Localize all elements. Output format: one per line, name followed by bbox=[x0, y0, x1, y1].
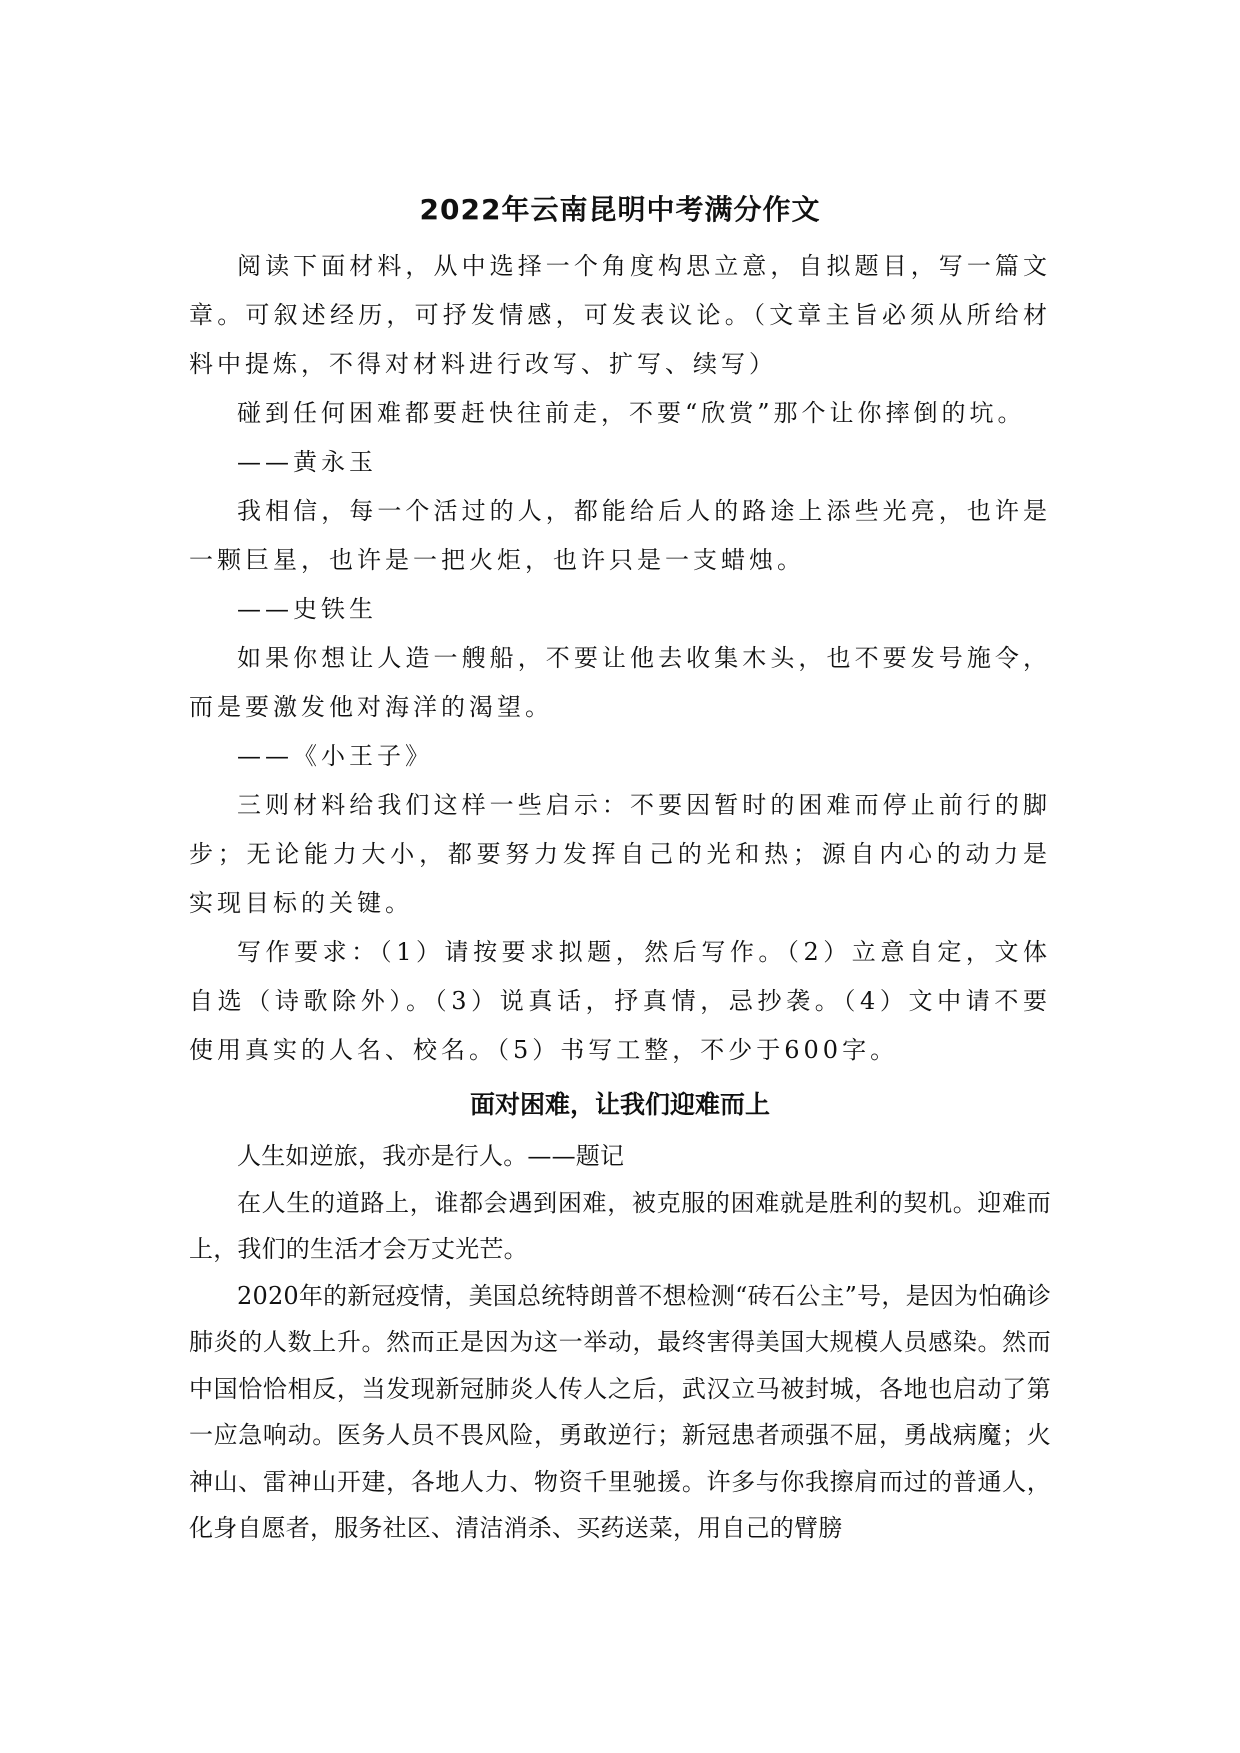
essay-epigraph: 人生如逆旅，我亦是行人。——题记 bbox=[237, 1142, 625, 1170]
writing-requirements: 写作要求：（1）请按要求拟题，然后写作。（2）立意自定，文体自选（诗歌除外）。（3）说真话，抒真情，忌抄袭。（4）文中请不要使用真实的人名、校名。（5）书写工整，不少于600字。 bbox=[189, 938, 1051, 1064]
quote-1: 碰到任何困难都要赶快往前走，不要“欣赏”那个让你摔倒的坑。 bbox=[237, 399, 1026, 427]
prompt-instruction: 阅读下面材料，从中选择一个角度构思立意，自拟题目，写一篇文章。可叙述经历，可抒发情感，可发表议论。（文章主旨必须从所给材料中提炼，不得对材料进行改写、扩写、续写） bbox=[189, 252, 1051, 378]
prompt-insight: 三则材料给我们这样一些启示：不要因暂时的困难而停止前行的脚步；无论能力大小，都要努力发挥自己的光和热；源自内心的动力是实现目标的关键。 bbox=[189, 791, 1051, 917]
prompt-section bbox=[189, 242, 1051, 1075]
essay-paragraph: 在人生的道路上，谁都会遇到困难，被克服的困难就是胜利的契机。迎难而上，我们的生活才会万丈光芒。 bbox=[189, 1188, 1051, 1263]
quote-3-author: ——《小王子》 bbox=[237, 742, 433, 770]
essay-paragraph: 2020年的新冠疫情，美国总统特朗普不想检测“砖石公主”号，是因为怕确诊肺炎的人数上升。然而正是因为这一举动，最终害得美国大规模人员感染。然而中国恰恰相反，当发现新冠肺炎人传人之后，武汉立马被封城，各地也启动了第一应急响动。医务人员不畏风险，勇敢逆行；新冠患者顽强不屈，勇战病魔；火神山、雷神山开建，各地人力、物资千里驰援。许多与你我擦肩而过的普通人，化身自愿者，服务社区、清洁消杀、买药送菜，用自己的臂膀 bbox=[189, 1281, 1051, 1542]
document-content bbox=[189, 190, 1051, 1552]
essay-body bbox=[189, 1133, 1051, 1552]
quote-2: 我相信，每一个活过的人，都能给后人的路途上添些光亮，也许是一颗巨星，也许是一把火炬，也许只是一支蜡烛。 bbox=[189, 497, 1051, 574]
quote-2-author: ——史铁生 bbox=[237, 595, 377, 623]
document-title: 2022年云南昆明中考满分作文 bbox=[419, 193, 821, 226]
essay-title: 面对困难，让我们迎难而上 bbox=[469, 1090, 770, 1119]
quote-3: 如果你想让人造一艘船，不要让他去收集木头，也不要发号施令，而是要激发他对海洋的渴望。 bbox=[189, 644, 1051, 721]
quote-1-author: ——黄永玉 bbox=[237, 448, 377, 476]
